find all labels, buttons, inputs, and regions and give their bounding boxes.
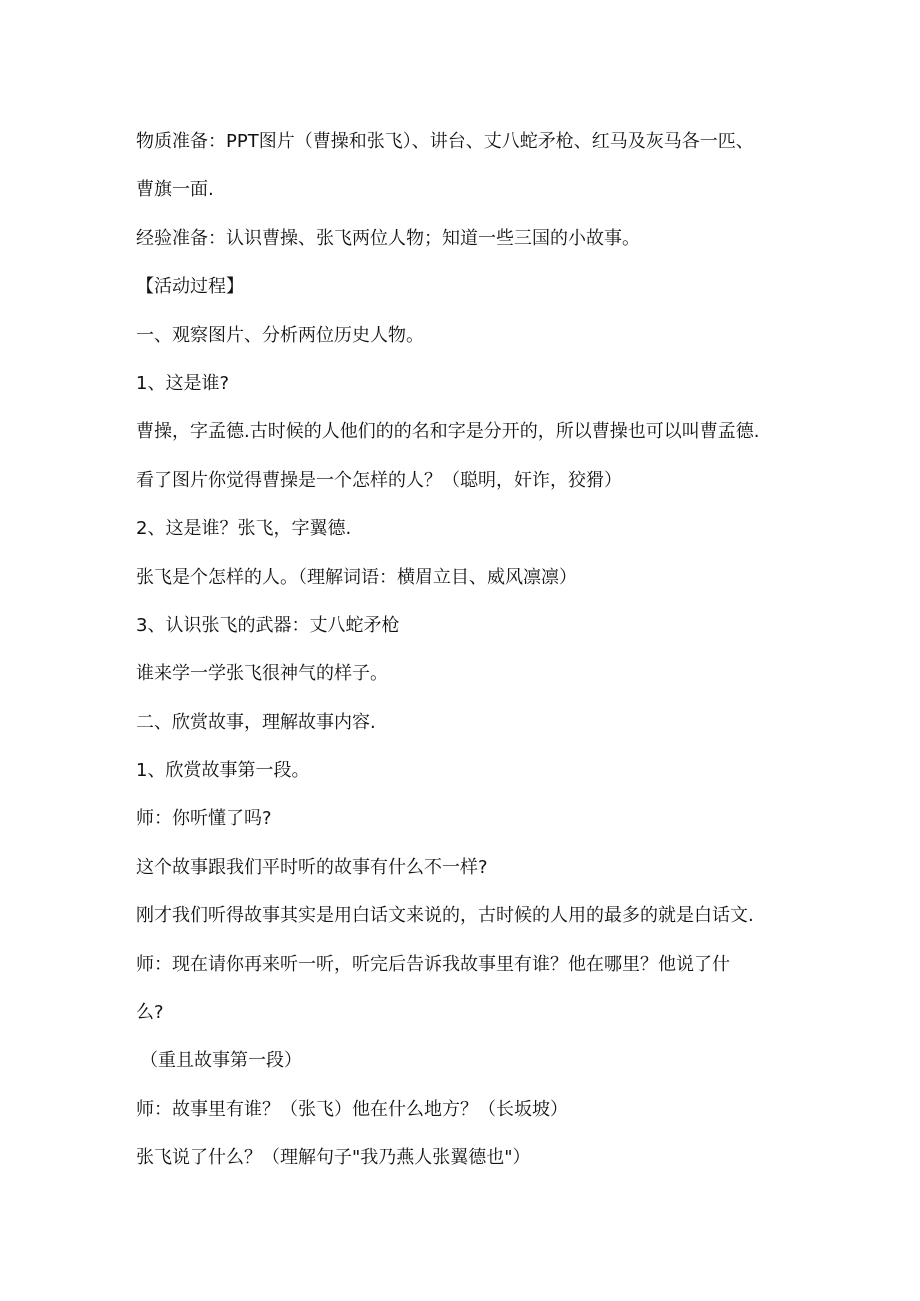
text-line-material-prep-cont: 曹旗一面. bbox=[136, 179, 214, 201]
text-line-experience-prep: 经验准备：认识曹操、张飞两位人物；知道一些三国的小故事。 bbox=[136, 227, 640, 249]
text-line-cao-cao-intro: 曹操，字孟德.古时候的人他们的的名和字是分开的，所以曹操也可以叫曹孟德. bbox=[136, 421, 760, 443]
section-heading-story: 二、欣赏故事，理解故事内容. bbox=[136, 711, 376, 733]
text-line-zhang-fei-question: 张飞是个怎样的人。（理解词语：横眉立目、威风凛凛） bbox=[136, 566, 577, 588]
text-line-listen-again-cont: 么? bbox=[136, 1002, 164, 1024]
text-line-difference-question: 这个故事跟我们平时听的故事有什么不一样? bbox=[136, 856, 488, 878]
text-line-imitate: 谁来学一学张飞很神气的样子。 bbox=[136, 663, 388, 685]
text-line-question-2: 2、这是谁？张飞，字翼德. bbox=[136, 518, 352, 540]
text-line-material-prep: 物质准备：PPT图片（曹操和张飞）、讲台、丈八蛇矛枪、红马及灰马各一匹、 bbox=[136, 131, 754, 152]
text-line-repeat-story: （重且故事第一段） bbox=[140, 1050, 302, 1072]
text-line-weapon: 3、认识张飞的武器：丈八蛇矛枪 bbox=[136, 614, 400, 636]
text-line-listen-again: 师：现在请你再来听一听，听完后告诉我故事里有谁？他在哪里？他说了什 bbox=[136, 953, 730, 975]
section-heading-observe: 一、观察图片、分析两位历史人物。 bbox=[136, 324, 424, 346]
text-line-what-said: 张飞说了什么？（理解句子"我乃燕人张翼德也"） bbox=[136, 1147, 531, 1169]
text-line-teacher-question: 师：你听懂了吗? bbox=[136, 808, 272, 830]
text-line-cao-cao-question: 看了图片你觉得曹操是一个怎样的人？（聪明，奸诈，狡猾） bbox=[136, 469, 622, 491]
text-line-question-1: 1、这是谁? bbox=[136, 372, 230, 394]
document-body bbox=[136, 118, 796, 1183]
text-line-story-part-1: 1、欣赏故事第一段。 bbox=[136, 760, 310, 782]
text-line-who-where: 师：故事里有谁？（张飞）他在什么地方？（长坂坡） bbox=[136, 1098, 568, 1120]
text-line-vernacular: 刚才我们听得故事其实是用白话文来说的，古时候的人用的最多的就是白话文. bbox=[136, 905, 754, 927]
section-heading-activity-process: 【活动过程】 bbox=[136, 276, 244, 298]
